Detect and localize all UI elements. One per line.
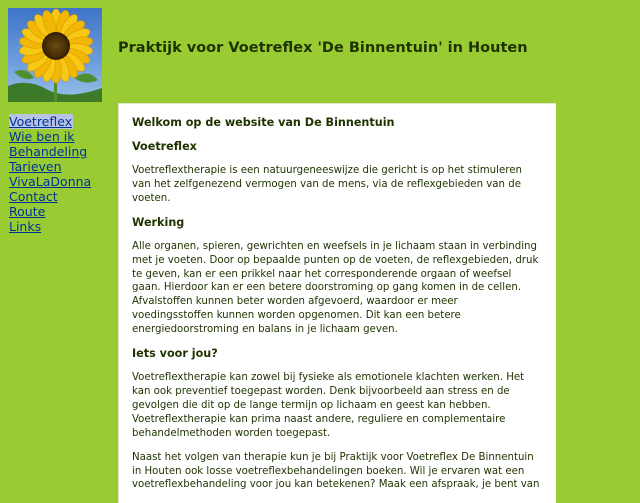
nav-link-voetreflex[interactable]: Voetreflex — [9, 114, 73, 129]
sunflower-logo — [8, 8, 102, 102]
nav-link-behandeling[interactable]: Behandeling — [9, 144, 88, 159]
nav-link-tarieven[interactable]: Tarieven — [9, 159, 62, 174]
section-heading-voetreflex: Voetreflex — [132, 140, 197, 153]
welcome-heading: Welkom op de website van De Binnentuin — [132, 116, 395, 129]
nav-item-route — [9, 203, 109, 218]
nav-item-behandeling — [9, 143, 109, 158]
main-content — [118, 103, 556, 503]
site-title: Praktijk voor Voetreflex 'De Binnentuin' in Houten — [118, 40, 528, 56]
nav-item-wie-ben-ik — [9, 128, 109, 143]
nav-link-contact[interactable]: Contact — [9, 189, 58, 204]
section-heading-iets-voor-jou: Iets voor jou? — [132, 347, 218, 361]
nav-item-voetreflex — [9, 113, 109, 128]
sunflower-icon — [8, 8, 102, 102]
paragraph-werking: Alle organen, spieren, gewrichten en weefsels in je lichaam staan in verbinding met je voeten. Door op bepaalde punten op de voeten, de reflexgebieden, druk te geven, kan er een prikkel naar het corresponderende orgaan of weefsel gaan. Hierdoor kan er een betere doorstroming op gang komen in de cellen. Afvalstoffen kunnen beter worden afgevoerd, waardoor er meer voedingsstoffen kunnen worden opgenomen. Dit kan een betere energiedoorstroming en balans in je lichaam geven. — [132, 240, 539, 336]
nav-link-links[interactable]: Links — [9, 219, 42, 234]
section-heading-werking: Werking — [132, 215, 185, 229]
nav-item-contact — [9, 188, 109, 203]
paragraph-iets-voor-jou-1: Voetreflextherapie kan zowel bij fysieke als emotionele klachten werken. Het kan ook preventief toegepast worden. Denk bijvoorbeeld aan stress en de gevolgen die dit op de lange termijn op lichaam en geest kan hebben. Voetreflextherapie kan prima naast andere, reguliere en complementaire behandelmethoden worden toegepast. — [132, 372, 525, 439]
nav-link-wie-ben-ik[interactable]: Wie ben ik — [9, 129, 75, 144]
paragraph-voetreflex: Voetreflextherapie is een natuurgeneeswijze die gericht is op het stimuleren van het zelfgenezend vermogen van de mens, via de reflexgebieden van de voeten. — [132, 165, 522, 204]
nav-item-links — [9, 218, 109, 233]
main-navigation — [9, 113, 109, 233]
nav-item-vivaladonna — [9, 173, 109, 188]
paragraph-iets-voor-jou-2: Naast het volgen van therapie kun je bij Praktijk voor Voetreflex De Binnentuin in Houten ook losse voetreflexbehandelingen boeken. Wil je ervaren wat een voetreflexbehandeling voor jou kan betekenen? Maak een afspraak, je bent van — [132, 451, 540, 491]
nav-item-tarieven — [9, 158, 109, 173]
nav-link-route[interactable]: Route — [9, 204, 46, 219]
nav-link-vivaladonna[interactable]: VivaLaDonna — [9, 174, 92, 189]
